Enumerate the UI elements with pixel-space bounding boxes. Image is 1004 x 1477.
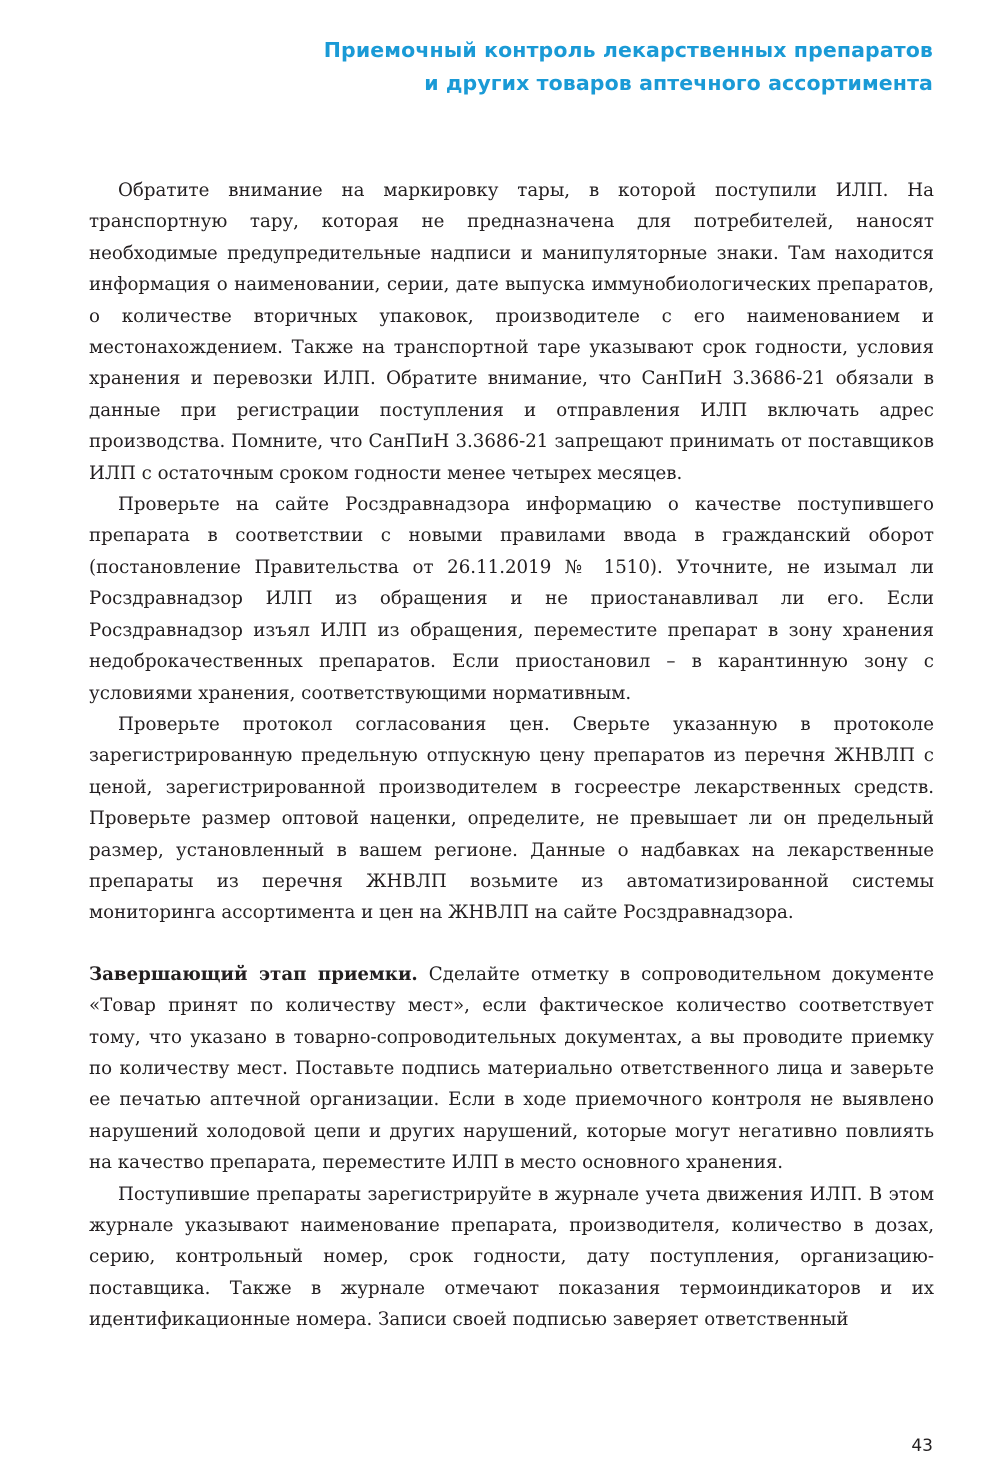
paragraph-journal-registration: Поступившие препараты зарегистрируйте в журнале учета движения ИЛП. В этом журнале указывают наименование препарата, производителя, количество в дозах, серию, контрольный номер, срок годности, дату поступления, организацию-поставщика. Также в журнале отмечают показания термоиндикаторов и их идентификационные номера. Записи своей подписью заверяет ответственный (89, 1183, 934, 1331)
header-line-2: и других товаров аптечного ассортимента (424, 71, 933, 95)
run-in-heading: Завершающий этап приемки. (89, 963, 418, 985)
paragraph-roszdravnadzor-check: Проверьте на сайте Росздравнадзора информацию о качестве поступившего препарата в соответствии с новыми правилами ввода в гражданский оборот (постановление Правительства от 26.11.2019 № 1510). Уточните, не изымал ли Росздравнадзор ИЛП из обращения и не приостанавливал ли его. Если Росздравнадзор изъял ИЛП из обращения, переместите препарат в зону хранения недоброкачественных препаратов. Если приостановил – в карантинную зону с условиями хранения, соответствующими нормативным. (89, 494, 934, 704)
paragraph-final-stage (89, 959, 934, 1179)
final-stage-text: Сделайте отметку в сопроводительном документе «Товар принят по количеству мест», если фактическое количество соответствует тому, что указано в товарно-сопроводительных документах, а вы проводите приемку по количеству мест. Поставьте подпись материально ответственного лица и заверьте ее печатью аптечной организации. Если в ходе приемочного контроля не выявлено нарушений холодовой цепи и других нарушений, которые могут негативно повлиять на качество препарата, переместите ИЛП в место основного хранения. (89, 963, 934, 1174)
body-text (89, 175, 934, 1336)
page-number: 43 (911, 1436, 933, 1456)
running-header (73, 34, 933, 100)
header-line-1: Приемочный контроль лекарственных препаратов (323, 38, 933, 62)
paragraph-price-protocol: Проверьте протокол согласования цен. Сверьте указанную в протоколе зарегистрированную предельную отпускную цену препаратов из перечня ЖНВЛП с ценой, зарегистрированной производителем в госреестре лекарственных средств. Проверьте размер оптовой наценки, определите, не превышает ли он предельный размер, установленный в вашем регионе. Данные о надбавках на лекарственные препараты из перечня ЖНВЛП возьмите из автоматизированной системы мониторинга ассортимента и цен на ЖНВЛП на сайте Росздравнадзора. (89, 713, 934, 924)
paragraph-container-marking: Обратите внимание на маркировку тары, в которой поступили ИЛП. На транспортную тару, которая не предназначена для потребителей, наносят необходимые предупредительные надписи и манипуляторные знаки. Там находится информация о наименовании, серии, дате выпуска иммунобиологических препаратов, о количестве вторичных упаковок, производителе с его наименованием и местонахождением. Также на транспортной таре указывают срок годности, условия хранения и перевозки ИЛП. Обратите внимание, что СанПиН 3.3686-21 обязали в данные при регистрации поступления и отправления ИЛП включать адрес производства. Помните, что СанПиН 3.3686-21 запрещают принимать от поставщиков ИЛП с остаточным сроком годности менее четырех месяцев. (89, 180, 934, 484)
